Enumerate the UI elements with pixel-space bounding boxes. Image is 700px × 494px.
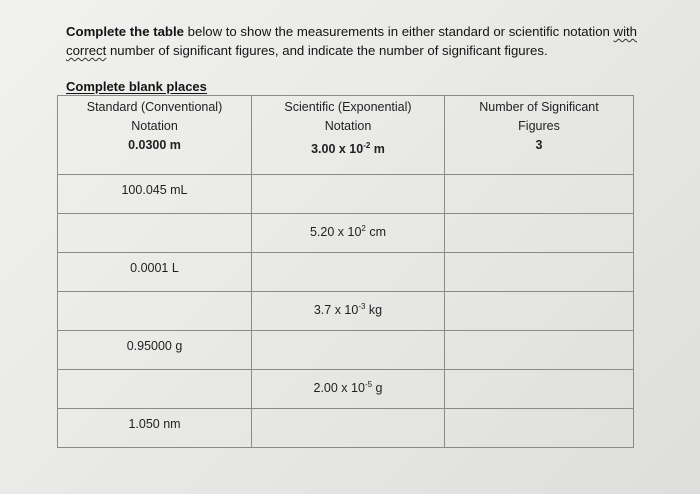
table-row — [58, 370, 634, 409]
header-standard-line2: Notation — [131, 119, 178, 133]
instructions-end: number of significant figures, and indicate the number of significant figures. — [106, 43, 548, 58]
cell-sigfigs[interactable] — [445, 214, 634, 253]
instructions-underlined: with correct — [66, 24, 637, 58]
header-sigfigs-line1: Number of Significant — [479, 100, 599, 114]
instructions-bold: Complete the table — [66, 24, 184, 39]
header-scientific-line1: Scientific (Exponential) — [284, 100, 412, 114]
cell-scientific[interactable] — [252, 253, 445, 292]
table-row — [58, 175, 634, 214]
instructions-text — [66, 22, 676, 60]
header-scientific — [252, 96, 445, 175]
cell-scientific[interactable] — [252, 409, 445, 448]
cell-sigfigs[interactable] — [445, 409, 634, 448]
table-row — [58, 253, 634, 292]
cell-sigfigs[interactable] — [445, 331, 634, 370]
table-row — [58, 409, 634, 448]
cell-standard[interactable] — [58, 292, 252, 331]
header-row — [58, 96, 634, 175]
header-sigfigs — [445, 96, 634, 175]
cell-scientific[interactable]: 3.7 x $10^{-3}$ kg — [252, 292, 445, 331]
cell-standard[interactable] — [58, 370, 252, 409]
example-sci-mantissa: 3.00 x 10 — [311, 142, 364, 156]
cell-standard[interactable]: 100.045 mL — [58, 175, 252, 214]
example-sci-unit: m — [370, 142, 385, 156]
cell-standard[interactable]: 1.050 nm — [58, 409, 252, 448]
cell-standard[interactable]: 0.0001 L — [58, 253, 252, 292]
sig-figs-table — [57, 95, 634, 448]
cell-standard[interactable]: 0.95000 g — [58, 331, 252, 370]
table-row — [58, 331, 634, 370]
cell-scientific[interactable]: 2.00 x $10^{-5}$ g — [252, 370, 445, 409]
cell-sigfigs[interactable] — [445, 370, 634, 409]
cell-scientific[interactable] — [252, 331, 445, 370]
example-sci-exponent: -2 — [363, 141, 371, 150]
section-label: Complete blank places — [66, 79, 207, 94]
cell-scientific[interactable] — [252, 175, 445, 214]
cell-scientific[interactable]: 5.20 x $10^2$ cm — [252, 214, 445, 253]
example-scientific — [252, 136, 444, 159]
header-standard-line1: Standard (Conventional) — [86, 100, 223, 114]
instructions-rest: below to show the measurements in either standard or scientific notation — [183, 24, 614, 39]
cell-sigfigs[interactable] — [445, 292, 634, 331]
header-scientific-line2: Notation — [324, 119, 372, 133]
cell-standard[interactable] — [58, 214, 252, 253]
cell-sigfigs[interactable] — [445, 175, 634, 214]
table-row — [58, 292, 634, 331]
header-standard — [58, 96, 252, 175]
header-sigfigs-line2: Figures — [518, 119, 560, 133]
example-standard: 0.0300 m — [128, 138, 181, 152]
table-row — [58, 214, 634, 253]
example-sigfigs: 3 — [535, 138, 543, 152]
cell-sigfigs[interactable] — [445, 253, 634, 292]
